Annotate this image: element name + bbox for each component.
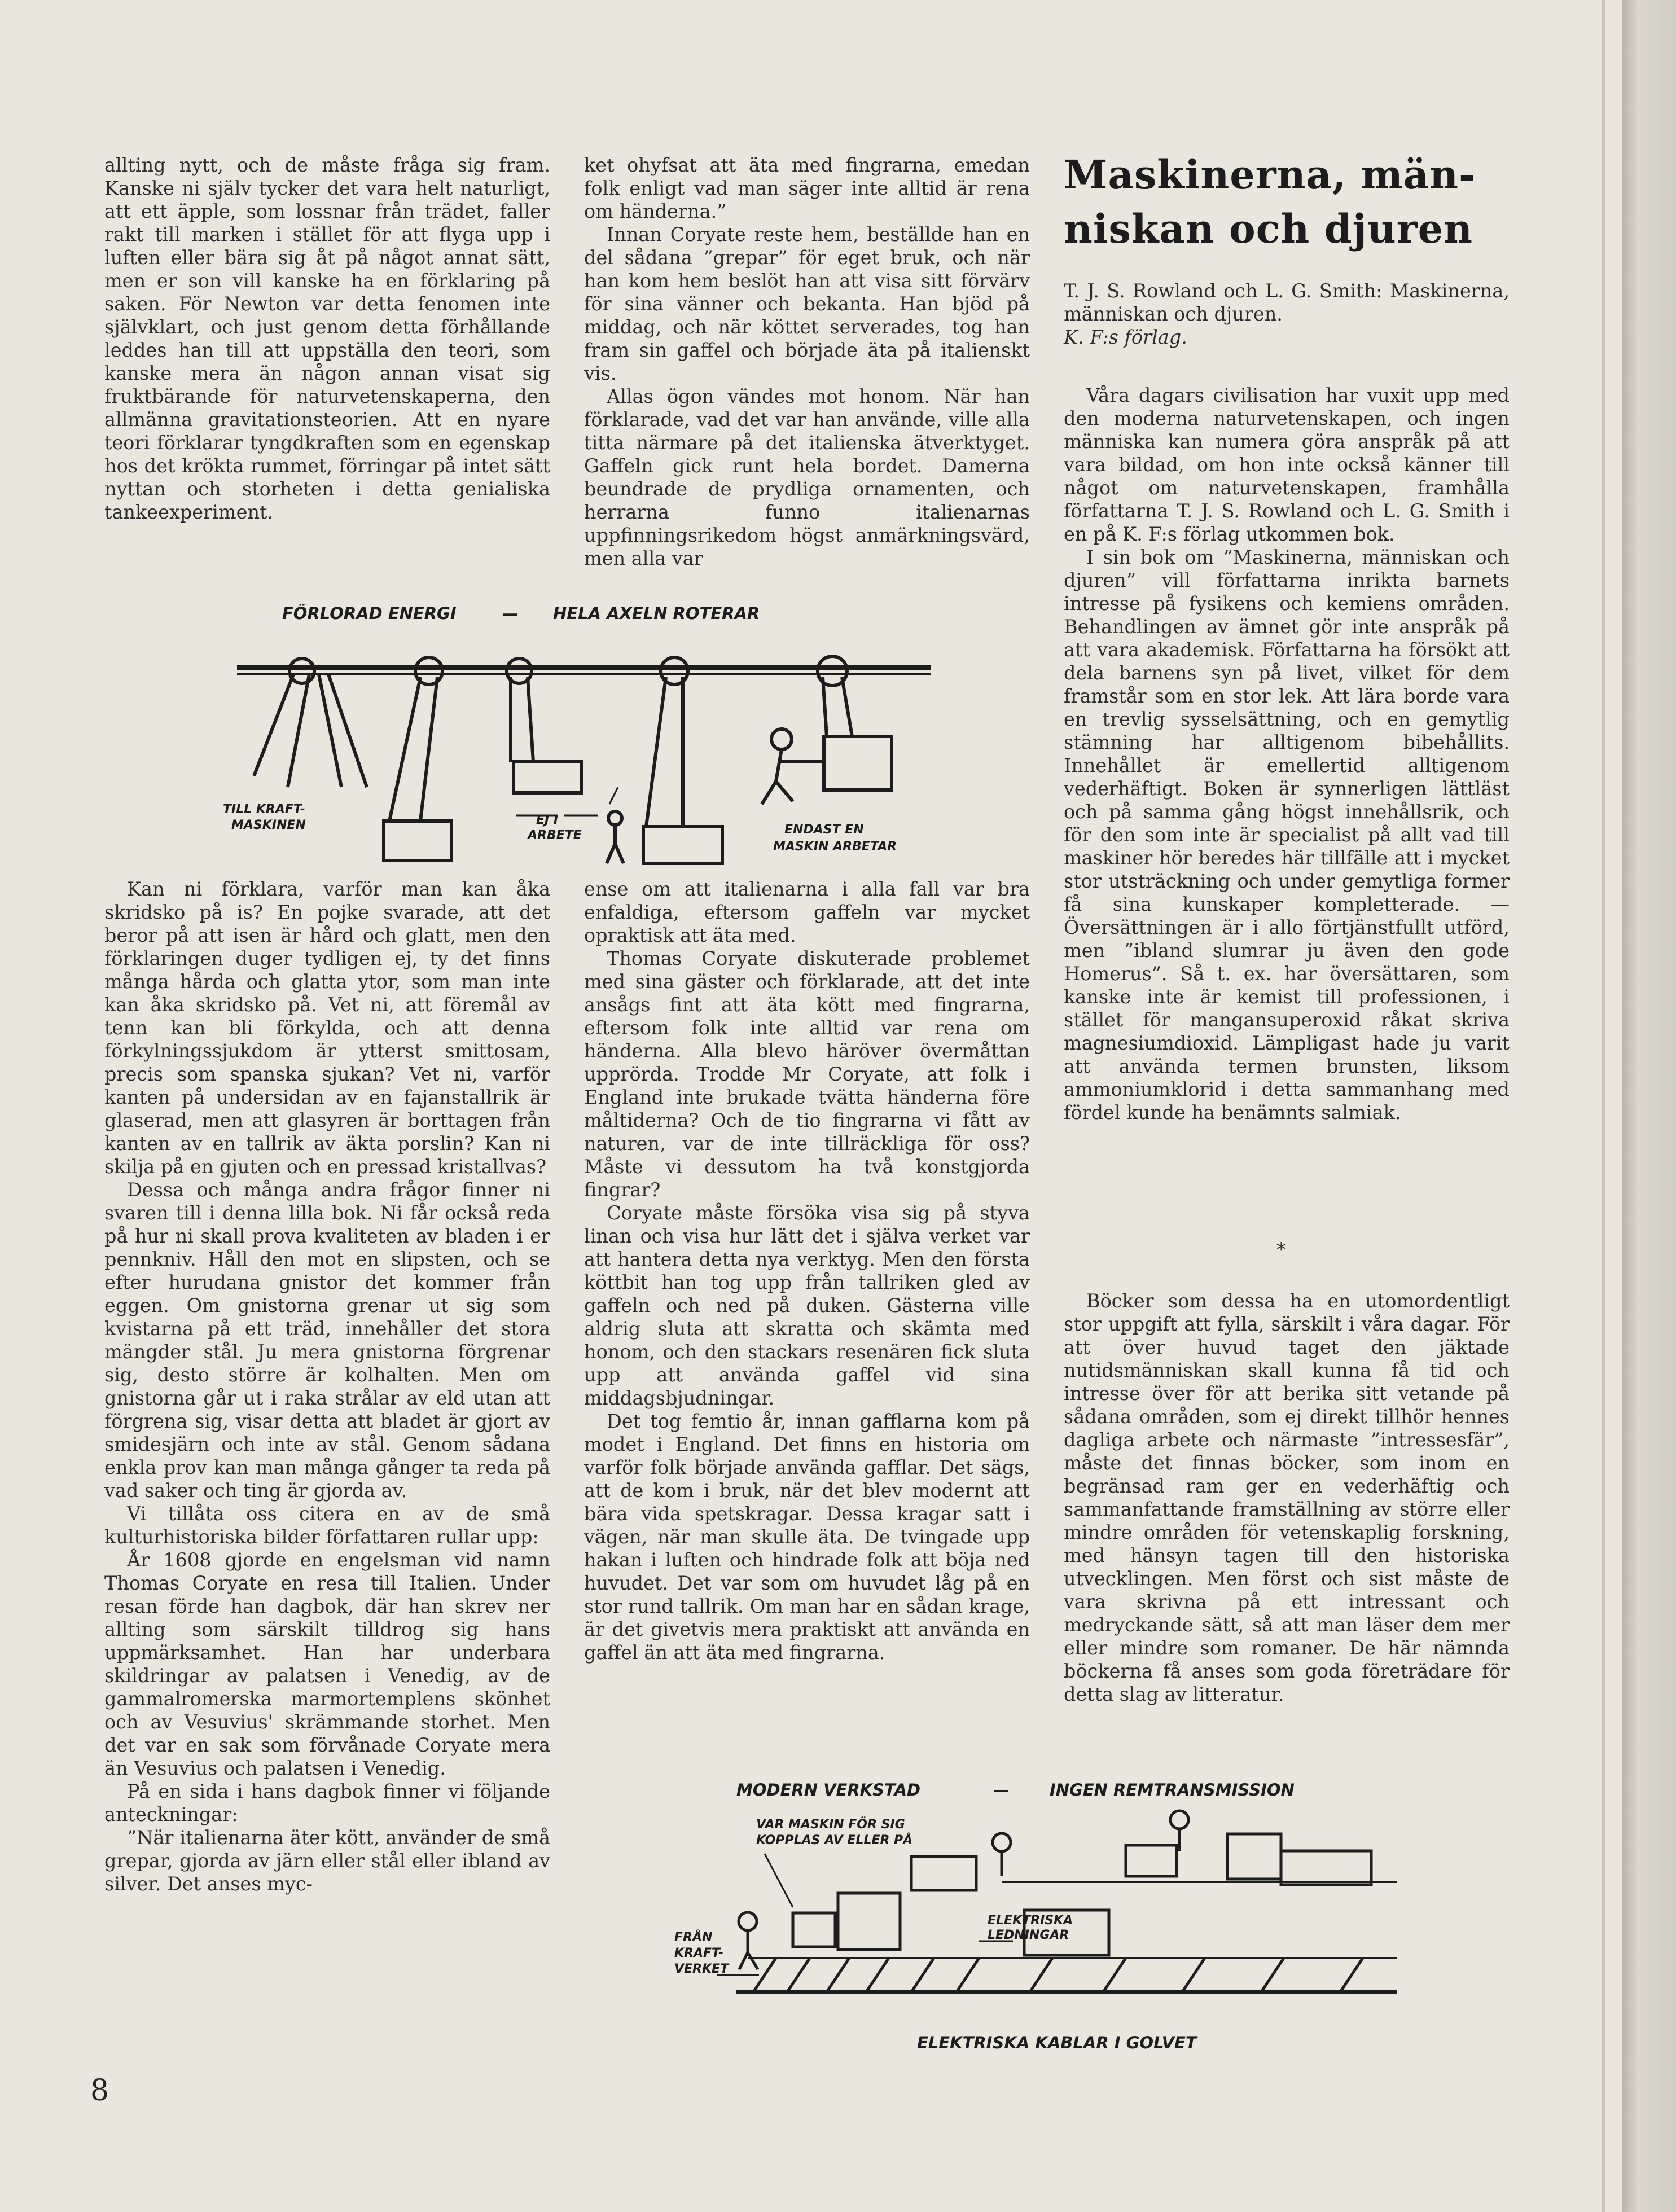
caption-left: MODERN VERKSTAD xyxy=(736,1780,921,1800)
figure-belt-transmission xyxy=(203,601,1021,875)
byline-authors: T. J. S. Rowland och L. G. Smith: Maskinerna, människan och djuren. xyxy=(1064,280,1510,325)
page-edge xyxy=(1622,0,1676,2212)
label-elek-1: ELEKTRISKA xyxy=(988,1913,1073,1928)
caption-bottom: ELEKTRISKA KABLAR I GOLVET xyxy=(917,2033,1197,2052)
paragraph: Innan Coryate reste hem, beställde han en del sådana ”grepar” för eget bruk, och när han kom hem beslöt han att visa sitt förvärv för sina vänner och bekanta. Han bjöd på middag, och när köttet serverades, tog han fram sin gaffel och började äta på italienskt vis. xyxy=(584,223,1030,384)
label-var-2: KOPPLAS AV ELLER PÅ xyxy=(756,1833,913,1847)
page-number: 8 xyxy=(90,2074,109,2108)
label-elek-2: LEDNINGAR xyxy=(988,1928,1069,1942)
paragraph: Dessa och många andra frågor finner ni svaren till i denna lilla bok. Ni får också reda på hur ni skall prova kvaliteten av bladen i er pennkniv. Håll den mot en slipsten, och se efter hurudana gnistor det kommer från eggen. Om gnistorna grenar ut sig som kvistarna på ett träd, innehåller det stora mängder stål. Ju mera gnistorna förgrenar sig, desto större är kolhalten. Men om gnistorna går ut i raka strålar av eld utan att förgrena sig, visar detta att bladet är gjort av smidesjärn och inte av stål. Genom sådana enkla prov kan man många gånger ta reda på vad saker och ting är gjorda av. xyxy=(104,1179,550,1502)
column-3-bottom xyxy=(1064,1289,1510,1706)
paragraph: Våra dagars civilisation har vuxit upp med den moderna naturvetenskapen, och ingen människa kan numera göra anspråk på att vara bildad, om hon inte också känner till något om naturvetenskapen, framhålla författarna T. J. S. Rowland och L. G. Smith i en på K. F:s förlag utkommen bok. xyxy=(1064,384,1510,545)
paragraph: År 1608 gjorde en engelsman vid namn Thomas Coryate en resa till Italien. Under resan förde han dagbok, där han skrev ner allting som särskilt tilldrog sig hans uppmärksamhet. Han har underbara skildringar av palatsen i Venedig, av de gammalromerska marmortemplens skönhet och av Vesuvius' skrämmande storhet. Men det var en sak som förvånade Coryate mera än Vesuvius och palatsen i Venedig. xyxy=(104,1549,550,1779)
caption-dash: — xyxy=(502,604,519,623)
paragraph: Kan ni förklara, varför man kan åka skridsko på is? En pojke svarade, att det beror på att isen är hård och glatt, men den förklaringen duger tydligen ej, ty det finns många hårda och glatta ytor, som man inte kan åka skridsko på. Vet ni, att föremål av tenn kan bli förkylda, och att denna förkylningssjukdom är ytterst smittosam, precis som spanska sjukan? Vet ni, varför kanten på undersidan av en fajanstallrik är glaserad, men att glasyren är borttagen från kanten av en tallrik av äkta porslin? Kan ni skilja på en gjuten och en pressad kristallvas? xyxy=(104,878,550,1178)
article-title xyxy=(1064,148,1515,256)
title-line: niskan och djuren xyxy=(1064,205,1473,252)
paragraph: ense om att italienarna i alla fall var bra enfaldiga, eftersom gaffeln var mycket opraktisk att äta med. xyxy=(584,878,1030,946)
label-kraft-1: TILL KRAFT- xyxy=(223,802,305,817)
paragraph: Böcker som dessa ha en utomordentligt stor uppgift att fylla, särskilt i våra dagar. För att över huvud taget den jäktade nutidsmänniskan skall kunna få tid och intresse över för att berika sitt vetande på sådana områden, som ej direkt tillhör hennes dagliga arbete och närmaste ”intressesfär”, måste det finnas böcker, som inom en begränsad ram ger en vederhäftig och sammanfattande framställning av större eller mindre områden för vetenskaplig forskning, med hänsyn tagen till den historiska utvecklingen. Men först och sist måste de vara skrivna på ett intressant och medryckande sätt, så att man läser dem mer eller mindre som romaner. De här nämnda böckerna få anses som goda företrädare för detta slag av litteratur. xyxy=(1064,1290,1510,1705)
label-fran-2: KRAFT- xyxy=(674,1946,723,1960)
paragraph: Vi tillåta oss citera en av de små kulturhistoriska bilder författaren rullar upp: xyxy=(104,1503,550,1548)
paragraph: På en sida i hans dagbok finner vi följande anteckningar: xyxy=(104,1780,550,1825)
column-3-top xyxy=(1064,384,1510,1124)
paragraph: Allas ögon vändes mot honom. När han förklarade, vad det var han använde, ville alla titta närmare på det italienska ätverktyget. Gaffeln gick runt hela bordet. Damerna beundrade de prydliga ornamenten, och herrarna funno italienarnas uppfinningsrikedom högst anmärkningsvärd, men alla var xyxy=(584,385,1030,569)
caption-right: INGEN REMTRANSMISSION xyxy=(1050,1780,1295,1800)
column-2-top xyxy=(584,153,1030,570)
paragraph: allting nytt, och de måste fråga sig fram. Kanske ni själv tycker det vara helt naturligt, att ett äpple, som lossnar från trädet, faller rakt till marken i stället för att flyga upp i luften eller bära sig åt på något annat sätt, men er son vill kanske ha en förklaring på saken. För Newton var detta fenomen inte självklart, och just genom detta förhållande leddes han till att uppställa den teori, som kanske mera än någon annan visat sig fruktbärande för naturvetenskaperna, den allmänna gravitationsteorien. Att en nyare teori förklarar tyngdkraften som en egenskap hos det krökta rummet, förringar på intet sätt nyttan och storheten i detta genialiska tankeexperiment. xyxy=(104,154,550,523)
caption-dash: — xyxy=(993,1780,1010,1800)
column-2-bottom xyxy=(584,877,1030,1664)
label-arbete-1: EJ I xyxy=(536,813,559,827)
paragraph: ket ohyfsat att äta med fingrarna, emedan folk enligt vad man säger inte alltid är rena om händerna.” xyxy=(584,154,1030,222)
label-endast-1: ENDAST EN xyxy=(784,823,864,837)
label-endast-2: MASKIN ARBETAR xyxy=(773,840,897,854)
title-line: Maskinerna, män- xyxy=(1064,151,1476,198)
label-fran-3: VERKET xyxy=(674,1962,729,1976)
byline-publisher: K. F:s förlag. xyxy=(1064,326,1187,348)
label-kraft-2: MASKINEN xyxy=(231,818,306,832)
paragraph: Thomas Coryate diskuterade problemet med sina gäster och förklarade, att det inte ansågs fint att äta kött med fingrarna, eftersom folk inte alltid var rena om händerna. Alla blevo häröver övermåttan upprörda. Trodde Mr Coryate, att folk i England inte brukade tvätta händerna före måltiderna? Och de tio fingrarna vi fått av naturen, var de inte tillräckliga för oss? Måste vi dessutom ha två konstgjorda fingrar? xyxy=(584,947,1030,1201)
label-var-1: VAR MASKIN FÖR SIG xyxy=(756,1818,905,1832)
column-1-bottom xyxy=(104,877,550,1895)
section-separator: * xyxy=(1276,1239,1286,1261)
label-arbete-2: ARBETE xyxy=(528,828,582,842)
caption-left: FÖRLORAD ENERGI xyxy=(282,604,457,623)
gutter-shadow xyxy=(1602,0,1605,2212)
caption-right: HELA AXELN ROTERAR xyxy=(553,604,760,623)
paragraph: Coryate måste försöka visa sig på styva linan och visa hur lätt det i själva verket var att hantera detta nya verktyg. Men den första köttbit han tog upp från tallriken gled av gaffeln och ned på duken. Gästerna ville aldrig sluta att skratta och skämta med honom, och den stackars resenären fick sluta upp att använda gaffel vid sina middagsbjudningar. xyxy=(584,1202,1030,1409)
paragraph: Det tog femtio år, innan gafflarna kom på modet i England. Det finns en historia om varför folk började använda gafflar. Det sägs, att de kom i bruk, när det blev modernt att bära vida spetskragar. Dessa kragar satt i vägen, när man skulle äta. De tvingade upp hakan i luften och hindrade folk att böja ned huvudet. Det var som om huvudet låg på en stor rund tallrik. Om man har en sådan krage, är det givetvis mera praktiskt att använda en gaffel än att äta med fingrarna. xyxy=(584,1410,1030,1664)
paragraph: ”När italienarna äter kött, använder de små grepar, gjorda av järn eller stål eller ibland av silver. Det anses myc- xyxy=(104,1827,550,1895)
paragraph: I sin bok om ”Maskinerna, människan och djuren” vill författarna inrikta barnets intresse på fysikens och kemiens områden. Behandlingen av ämnet gör inte anspråk på att vara akademisk. Författarna ha försökt att dela barnens syn på livet, vilket för dem framstår som en stor lek. Att lära borde vara en trevlig sysselsättning, och en gemytlig stämning har alltigenom bibehållits. Innehållet är emellertid alltigenom vederhäftigt. Boken är synnerligen lättläst och på samma gång högst innehållsrik, och för den som inte är specialist på allt vad till maskiner hör beredes här tillfälle att i mycket stor utsträckning och under gemytliga former få sina kunskaper kompletterade. — Översättningen är i allo förtjänstfullt utförd, men ”ibland slumrar ju även den gode Homerus”. Så t. ex. har översättaren, som kanske inte är kemist till professionen, i stället för mangansuperoxid råkat skriva magnesiumdioxid. Lämpligast hade ju varit att använda termen brunsten, liksom ammoniumklorid i detta sammanhang med fördel kunde ha benämnts salmiak. xyxy=(1064,546,1510,1123)
figure-modern-workshop xyxy=(663,1772,1425,2054)
label-fran-1: FRÅN xyxy=(674,1930,713,1945)
column-1-top xyxy=(104,153,550,524)
book-byline xyxy=(1064,279,1510,349)
